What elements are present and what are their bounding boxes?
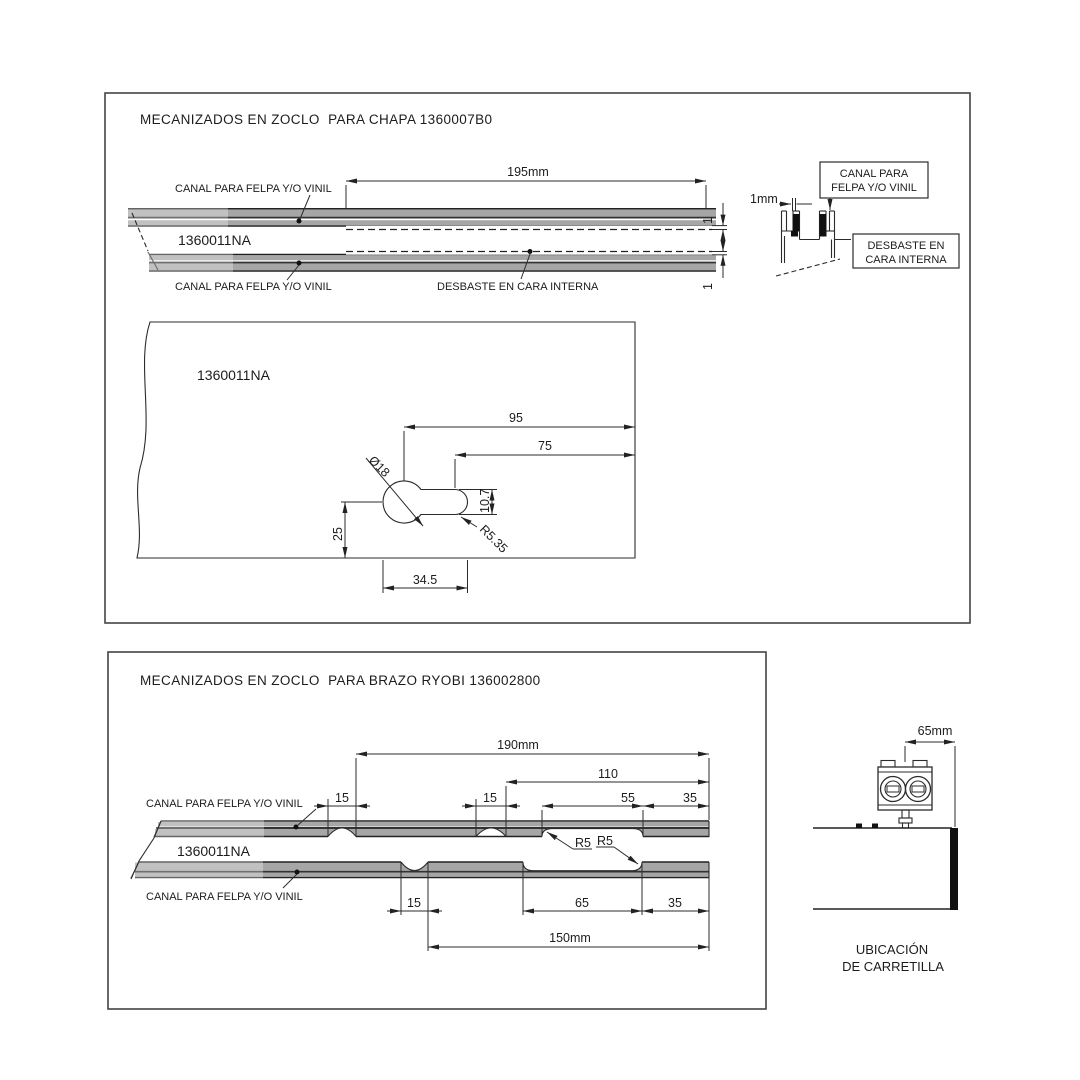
canal-box-callout xyxy=(820,162,928,210)
canal-bottom-label: CANAL PARA FELPA Y/O VINIL xyxy=(175,281,332,293)
desbaste-box-line1: DESBASTE EN xyxy=(867,240,945,252)
dimension-25 xyxy=(331,502,382,558)
dim-15-c: 15 xyxy=(407,896,421,910)
edge-profile-bar xyxy=(950,828,958,910)
desbaste-label: DESBASTE EN CARA INTERNA xyxy=(437,281,599,293)
dim-65: 65 xyxy=(575,896,589,910)
section-view xyxy=(750,162,959,276)
canal-box-line2: FELPA Y/O VINIL xyxy=(831,182,917,194)
trolley-stem xyxy=(902,810,909,818)
plan-part-number: 1360011NA xyxy=(177,843,250,859)
dimension-150mm xyxy=(428,931,709,947)
dim-r5-a: R5 xyxy=(575,836,591,850)
panel-edge xyxy=(813,824,958,911)
dimension-diameter xyxy=(366,453,423,526)
canal-top-label: CANAL PARA FELPA Y/O VINIL xyxy=(175,183,332,195)
dimension-radius xyxy=(461,517,510,556)
dimension-75 xyxy=(455,439,635,488)
dim-95: 95 xyxy=(509,411,523,425)
rail-bottom xyxy=(148,250,716,273)
dim-slot-width: 10.7 xyxy=(478,488,492,513)
panel-ryobi xyxy=(108,652,766,1009)
dim-depth-bottom: 1 xyxy=(701,283,715,290)
leader-dot xyxy=(294,825,299,830)
rail-top xyxy=(128,207,716,230)
dim-1mm: 1mm xyxy=(750,192,778,206)
panel-chapa xyxy=(105,93,970,623)
section-profile xyxy=(776,211,851,276)
canal-top-label: CANAL PARA FELPA Y/O VINIL xyxy=(146,798,303,810)
dim-diameter: Ø18 xyxy=(365,453,393,480)
detail-part-number: 1360011NA xyxy=(197,367,270,383)
dim-radius: R5.35 xyxy=(476,522,511,556)
dim-150mm: 150mm xyxy=(549,931,591,945)
dim-15-b: 15 xyxy=(483,791,497,805)
leader-dot xyxy=(297,219,302,224)
dimension-95 xyxy=(404,411,635,481)
leader-dot xyxy=(295,870,300,875)
desbaste-box-line2: CARA INTERNA xyxy=(865,254,947,266)
trolley xyxy=(878,761,932,829)
rail-bottom xyxy=(131,860,709,879)
dimension-195mm xyxy=(346,165,706,208)
wheel-left xyxy=(881,777,906,802)
detail-view xyxy=(137,322,635,593)
leader-dot xyxy=(528,249,533,254)
canal-bottom-label: CANAL PARA FELPA Y/O VINIL xyxy=(146,891,303,903)
desbaste-box-callout xyxy=(853,234,959,268)
dimension-35-bottom xyxy=(642,878,709,951)
dim-15-a: 15 xyxy=(335,791,349,805)
dim-25: 25 xyxy=(331,527,345,541)
side-view xyxy=(813,724,958,974)
profile-part-number: 1360011NA xyxy=(178,232,251,248)
dimension-1mm xyxy=(750,192,812,211)
dim-190mm: 190mm xyxy=(497,738,539,752)
caption-line2: DE CARRETILLA xyxy=(842,959,944,974)
caption-line1: UBICACIÓN xyxy=(855,942,929,957)
rail-top xyxy=(154,820,709,839)
canal-box-line1: CANAL PARA xyxy=(839,168,909,180)
dimension-34-5 xyxy=(383,560,468,593)
dim-34-5: 34.5 xyxy=(412,573,438,587)
panel-ryobi-title: MECANIZADOS EN ZOCLO PARA BRAZO RYOBI 136002800 xyxy=(140,673,541,688)
dim-35-top: 35 xyxy=(683,791,697,805)
panel-chapa-title: MECANIZADOS EN ZOCLO PARA CHAPA 1360007B0 xyxy=(140,112,493,127)
dim-110: 110 xyxy=(598,767,618,781)
wheel-right xyxy=(906,777,931,802)
dim-65mm: 65mm xyxy=(917,724,953,738)
dim-75: 75 xyxy=(538,439,552,453)
dim-depth-top: 1 xyxy=(701,217,715,224)
dim-r5-b: R5 xyxy=(597,834,613,848)
profile-view xyxy=(128,165,727,293)
leader-dot xyxy=(297,261,302,266)
plate-outline xyxy=(137,322,635,558)
dim-55: 55 xyxy=(621,791,635,805)
dim-35-bottom: 35 xyxy=(668,896,682,910)
dimension-35-top xyxy=(643,791,709,806)
dim-195mm: 195mm xyxy=(507,165,549,179)
